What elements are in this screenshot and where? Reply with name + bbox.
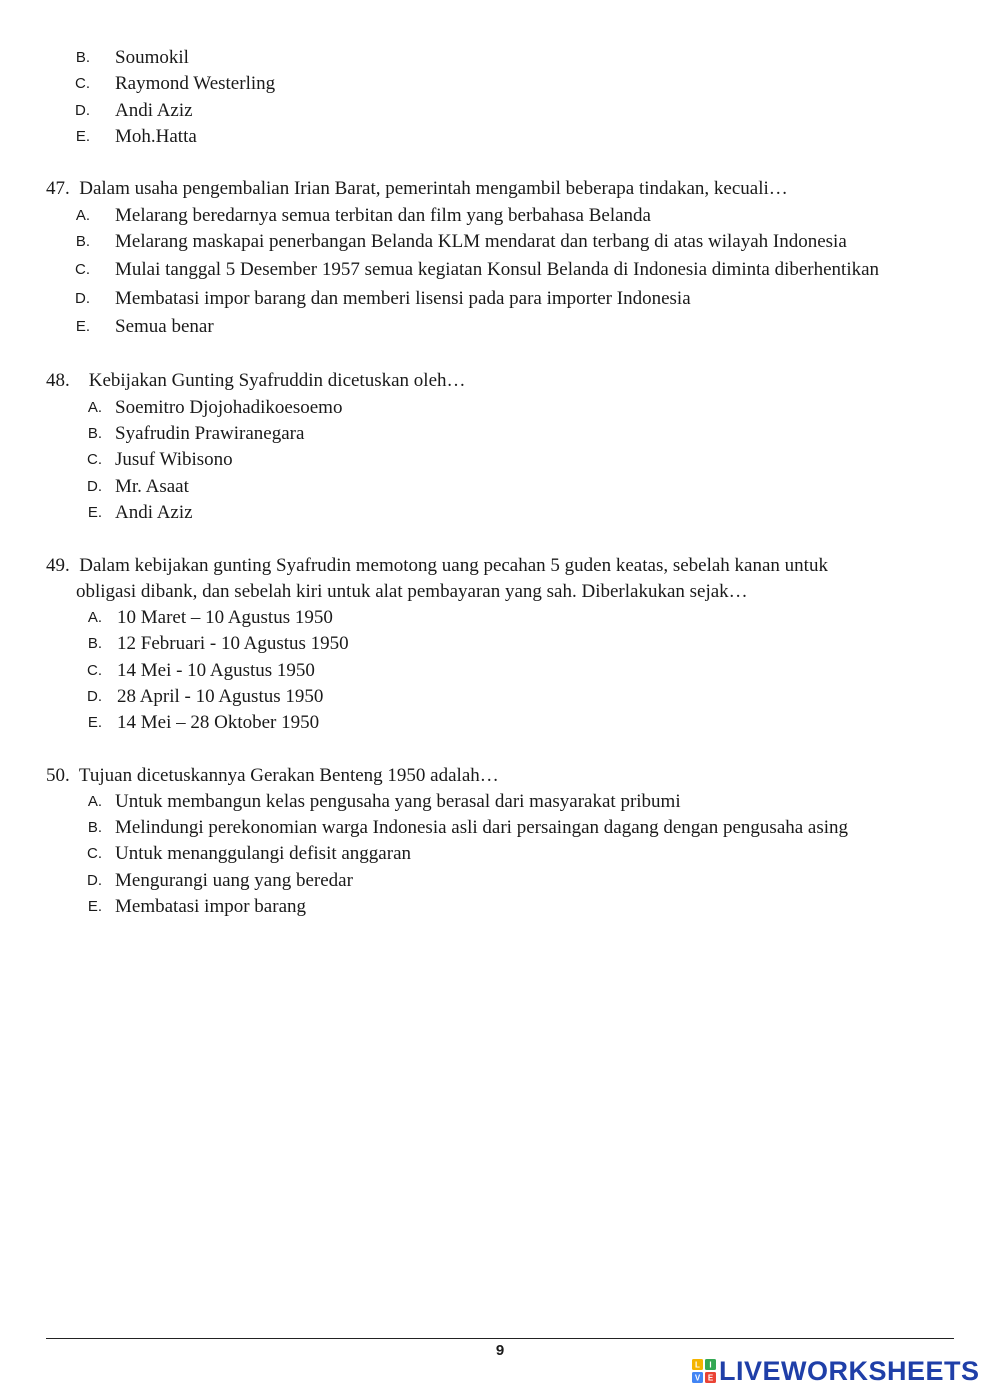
option-letter: B. (87, 819, 102, 836)
option-letter: A. (87, 609, 102, 626)
option-text: Semua benar (115, 316, 214, 337)
option-text: Andi Aziz (115, 100, 193, 121)
option-letter: B. (75, 49, 90, 66)
option-text: 14 Mei – 28 Oktober 1950 (117, 712, 320, 733)
option-letter: D. (87, 872, 102, 889)
question-text-line2: obligasi dibank, dan sebelah kiri untuk alat pembayaran yang sah. Diberlakukan sejak… (76, 581, 748, 602)
option-e[interactable] (50, 124, 450, 150)
liveworksheets-logo-icon (692, 1359, 716, 1383)
option-text: 10 Maret – 10 Agustus 1950 (117, 607, 333, 628)
option-text: Membatasi impor barang dan memberi lisensi pada para importer Indonesia (115, 288, 691, 309)
option-text: Mr. Asaat (115, 476, 189, 497)
question-text: Dalam usaha pengembalian Irian Barat, pemerintah mengambil beberapa tindakan, kecuali… (79, 178, 788, 199)
option-d[interactable] (50, 286, 950, 312)
liveworksheets-brand (692, 1353, 980, 1389)
option-c[interactable] (50, 841, 950, 867)
option-letter: D. (87, 478, 102, 495)
option-text: Untuk menanggulangi defisit anggaran (115, 843, 412, 864)
option-a[interactable] (50, 605, 750, 631)
option-e[interactable] (50, 500, 750, 526)
option-letter: D. (75, 290, 90, 307)
option-a[interactable] (50, 789, 950, 815)
question-text-line1: Dalam kebijakan gunting Syafrudin memotong uang pecahan 5 guden keatas, sebelah kanan untuk (79, 555, 828, 576)
option-a[interactable] (50, 203, 950, 229)
option-letter: C. (87, 662, 102, 679)
question-number: 48. (46, 370, 70, 391)
option-text: Raymond Westerling (115, 73, 276, 94)
option-e[interactable] (50, 894, 950, 920)
page-number: 9 (495, 1342, 505, 1359)
option-letter: D. (87, 688, 102, 705)
option-text: Soemitro Djojohadikoesoemo (115, 397, 343, 418)
option-text: Melindungi perekonomian warga Indonesia asli dari persaingan dagang dengan pengusaha asing (115, 817, 849, 838)
option-letter: D. (75, 102, 90, 119)
option-text: Mengurangi uang yang beredar (115, 870, 353, 891)
option-letter: E. (87, 504, 102, 521)
option-e[interactable] (50, 710, 750, 736)
question-text: Tujuan dicetuskannya Gerakan Benteng 1950 adalah… (78, 765, 499, 786)
option-b[interactable] (50, 815, 950, 841)
option-d[interactable] (50, 98, 450, 124)
option-letter: A. (87, 399, 102, 416)
option-letter: E. (87, 898, 102, 915)
option-text: Mulai tanggal 5 Desember 1957 semua kegiatan Konsul Belanda di Indonesia diminta diberhentikan (115, 259, 880, 280)
option-c[interactable] (50, 658, 750, 684)
option-letter: E. (87, 714, 102, 731)
option-letter: B. (87, 425, 102, 442)
option-c[interactable] (50, 447, 750, 473)
option-letter: A. (87, 793, 102, 810)
option-letter: C. (75, 261, 90, 278)
footer-divider (46, 1338, 954, 1339)
option-letter: E. (75, 128, 90, 145)
option-text: Andi Aziz (115, 502, 193, 523)
svg-text:L: L (695, 1360, 700, 1370)
option-d[interactable] (50, 474, 750, 500)
option-text: Untuk membangun kelas pengusaha yang berasal dari masyarakat pribumi (115, 791, 681, 812)
option-a[interactable] (50, 395, 750, 421)
option-text: Syafrudin Prawiranegara (115, 423, 305, 444)
option-b[interactable] (50, 45, 450, 71)
option-d[interactable] (50, 684, 750, 710)
option-text: Jusuf Wibisono (115, 449, 233, 470)
option-c[interactable] (50, 71, 450, 97)
question-48 (46, 368, 926, 394)
option-text: Melarang maskapai penerbangan Belanda KLM mendarat dan terbang di atas wilayah Indonesia (115, 231, 847, 252)
option-letter: C. (87, 845, 102, 862)
option-d[interactable] (50, 868, 950, 894)
option-letter: B. (75, 233, 90, 250)
option-text: Moh.Hatta (115, 126, 197, 147)
option-letter: C. (87, 451, 102, 468)
svg-text:E: E (707, 1373, 714, 1383)
brand-text: LIVEWORKSHEETS (719, 1355, 980, 1386)
option-text: Membatasi impor barang (115, 896, 307, 917)
option-text: 28 April - 10 Agustus 1950 (117, 686, 324, 707)
question-number: 49. (46, 555, 70, 576)
option-e[interactable] (50, 314, 950, 340)
option-letter: B. (87, 635, 102, 652)
option-b[interactable] (50, 229, 950, 255)
option-letter: E. (75, 318, 90, 335)
option-text: 12 Februari - 10 Agustus 1950 (117, 633, 349, 654)
option-text: Soumokil (115, 47, 189, 68)
question-number: 50. (46, 765, 70, 786)
question-49 (46, 553, 946, 605)
question-text: Kebijakan Gunting Syafruddin dicetuskan oleh… (88, 370, 466, 391)
question-47 (46, 176, 926, 202)
option-c[interactable] (50, 257, 950, 283)
option-b[interactable] (50, 631, 750, 657)
svg-text:V: V (694, 1373, 701, 1383)
option-text: Melarang beredarnya semua terbitan dan film yang berbahasa Belanda (115, 205, 651, 226)
question-number: 47. (46, 178, 70, 199)
option-letter: A. (75, 207, 90, 224)
option-b[interactable] (50, 421, 750, 447)
option-text: 14 Mei - 10 Agustus 1950 (117, 660, 315, 681)
svg-text:I: I (709, 1360, 712, 1370)
question-50 (46, 763, 926, 789)
option-letter: C. (75, 75, 90, 92)
